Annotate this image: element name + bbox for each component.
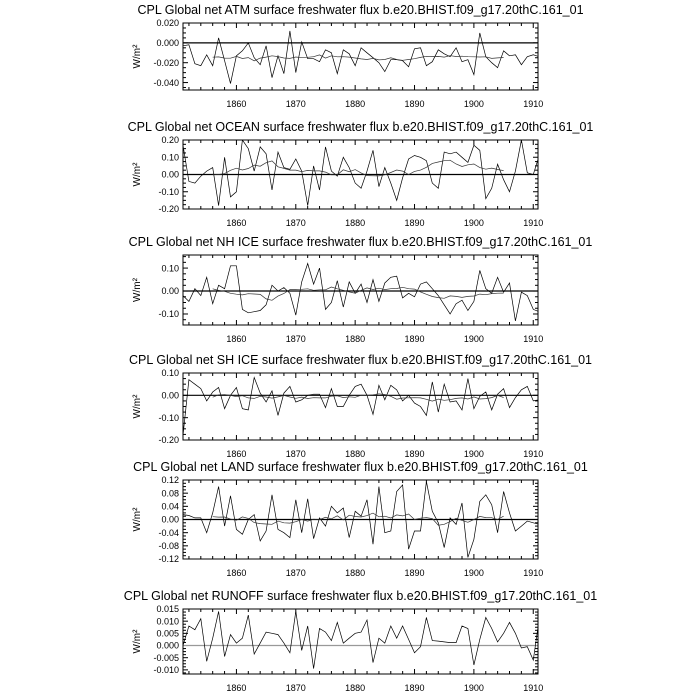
y-tick-label: -0.010 [153, 665, 179, 676]
x-tick-label: 1890 [404, 683, 425, 693]
y-tick-label: 0.005 [156, 628, 179, 639]
x-tick-label: 1880 [345, 449, 366, 459]
x-tick-label: 1860 [226, 568, 247, 578]
y-tick-label: -0.20 [158, 435, 179, 446]
y-tick-label: 0.000 [156, 640, 179, 651]
y-tick-label: 0.020 [156, 18, 179, 29]
panel-title: CPL Global net SH ICE surface freshwater flux b.e20.BHIST.f09_g17.20thC.161_01 [129, 353, 592, 367]
x-tick-label: 1870 [285, 218, 306, 228]
plot-frame [183, 373, 538, 440]
y-tick-label: 0.20 [161, 135, 179, 146]
panel-3 [129, 235, 593, 344]
y-tick-label: 0.10 [161, 368, 179, 379]
x-tick-label: 1910 [523, 683, 544, 693]
x-tick-label: 1900 [463, 99, 484, 109]
x-tick-label: 1860 [226, 449, 247, 459]
y-tick-label: 0.010 [156, 616, 179, 627]
y-tick-label: 0.00 [161, 390, 179, 401]
x-tick-label: 1910 [523, 99, 544, 109]
y-tick-label: 0.10 [161, 152, 179, 163]
panel-title: CPL Global net NH ICE surface freshwater flux b.e20.BHIST.f09_g17.20thC.161_01 [128, 235, 593, 249]
y-tick-label: -0.10 [158, 186, 179, 197]
y-tick-label: -0.12 [158, 554, 179, 565]
panel-5 [132, 460, 588, 578]
panel-1 [132, 3, 584, 109]
x-tick-label: 1890 [404, 334, 425, 344]
y-tick-label: 0.10 [161, 263, 179, 274]
x-tick-label: 1910 [523, 334, 544, 344]
y-tick-label: -0.005 [153, 652, 179, 663]
x-tick-label: 1890 [404, 99, 425, 109]
panel-2 [128, 120, 594, 228]
x-tick-label: 1860 [226, 218, 247, 228]
y-axis-label: W/m² [132, 507, 143, 532]
panel-4 [129, 353, 592, 459]
x-tick-label: 1900 [463, 334, 484, 344]
y-tick-label: -0.040 [153, 77, 179, 88]
x-tick-label: 1870 [285, 568, 306, 578]
panel-title: CPL Global net OCEAN surface freshwater flux b.e20.BHIST.f09_g17.20thC.161_01 [127, 120, 594, 134]
x-tick-label: 1880 [345, 334, 366, 344]
y-tick-label: 0.12 [161, 475, 179, 486]
panel-title: CPL Global net ATM surface freshwater flux b.e20.BHIST.f09_g17.20thC.161_01 [137, 3, 584, 17]
y-axis-label: W/m² [132, 394, 143, 419]
x-tick-label: 1890 [404, 218, 425, 228]
x-tick-label: 1860 [226, 683, 247, 693]
y-tick-label: 0.015 [156, 604, 179, 615]
x-tick-label: 1910 [523, 449, 544, 459]
y-axis-label: W/m² [132, 44, 143, 69]
x-tick-label: 1880 [345, 99, 366, 109]
y-tick-label: 0.00 [161, 169, 179, 180]
x-tick-label: 1870 [285, 334, 306, 344]
y-tick-label: -0.08 [158, 541, 179, 552]
y-axis-label: W/m² [132, 162, 143, 187]
x-tick-label: 1910 [523, 568, 544, 578]
x-tick-label: 1870 [285, 449, 306, 459]
x-tick-label: 1870 [285, 683, 306, 693]
x-tick-label: 1880 [345, 683, 366, 693]
y-tick-label: 0.00 [161, 286, 179, 297]
x-tick-label: 1900 [463, 683, 484, 693]
y-tick-label: 0.08 [161, 488, 179, 499]
x-tick-label: 1900 [463, 449, 484, 459]
x-tick-label: 1860 [226, 99, 247, 109]
y-tick-label: -0.10 [158, 412, 179, 423]
x-tick-label: 1900 [463, 568, 484, 578]
y-tick-label: 0.00 [161, 514, 179, 525]
plot-frame [183, 609, 538, 674]
x-tick-label: 1910 [523, 218, 544, 228]
y-tick-label: -0.20 [158, 204, 179, 215]
y-tick-label: -0.04 [158, 527, 179, 538]
annual-series-line [183, 378, 539, 436]
panel-6 [124, 589, 597, 693]
x-tick-label: 1860 [226, 334, 247, 344]
y-axis-label: W/m² [132, 629, 143, 654]
x-tick-label: 1900 [463, 218, 484, 228]
y-axis-label: W/m² [132, 278, 143, 302]
y-tick-label: 0.000 [156, 38, 179, 49]
x-tick-label: 1890 [404, 449, 425, 459]
y-tick-label: 0.04 [161, 501, 179, 512]
annual-series-line [183, 611, 539, 668]
annual-series-line [183, 264, 539, 321]
y-tick-label: -0.10 [158, 309, 179, 320]
x-tick-label: 1870 [285, 99, 306, 109]
x-tick-label: 1880 [345, 568, 366, 578]
panel-title: CPL Global net RUNOFF surface freshwater flux b.e20.BHIST.f09_g17.20thC.161_01 [123, 589, 598, 603]
y-tick-label: -0.020 [153, 57, 179, 68]
annual-series-line [183, 31, 539, 84]
panel-title: CPL Global net LAND surface freshwater flux b.e20.BHIST.f09_g17.20thC.161_01 [133, 460, 588, 474]
x-tick-label: 1880 [345, 218, 366, 228]
x-tick-label: 1890 [404, 568, 425, 578]
